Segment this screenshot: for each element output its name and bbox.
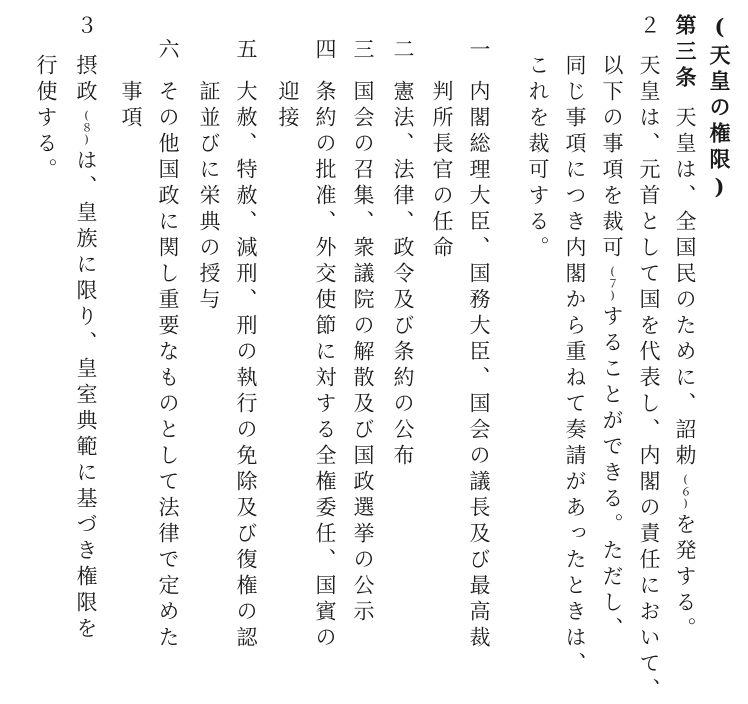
- paragraph-2-line-1-a: 天皇は、: [637, 54, 661, 158]
- item-5-line-1: 大赦、特赦、減刑、刑の執行の免除及び復権の認: [234, 80, 258, 652]
- paragraph-2-line-2: [601, 54, 622, 643]
- article-paragraph-1: [674, 14, 696, 643]
- item-2-line-1: 憲法、法律、政令及び条約の公布: [391, 80, 415, 470]
- article-heading: (天皇の権限): [707, 14, 732, 204]
- item-1-line-1: 内閣総理大臣、国務大臣、国会の議長及び最高裁: [467, 80, 491, 652]
- paragraph-3-number: ３: [74, 14, 98, 40]
- item-3-number: 三: [351, 38, 375, 64]
- item-6-line-2: 事項: [119, 80, 143, 132]
- item-4-line-2: 迎接: [276, 80, 300, 132]
- footnote-ref-7[interactable]: (７): [606, 265, 619, 302]
- article-label: 第三条: [673, 14, 698, 92]
- paragraph-2-line-1: [638, 54, 659, 704]
- item-6-number: 六: [156, 38, 180, 64]
- item-5-line-2: 証並びに栄典の授与: [197, 80, 221, 314]
- item-1-number: 一: [467, 38, 491, 64]
- item-1-line-2: 判所長官の任命: [430, 80, 454, 262]
- head-of-state-word: 元首: [637, 158, 661, 210]
- paragraph-2-line-4: これを裁可する。: [526, 54, 550, 262]
- paragraph-3-line-1: [75, 54, 96, 643]
- paragraph-2-line-3: 同じ事項につき内閣から重ねて奏請があったときは、: [563, 54, 587, 678]
- paragraph-2-line-2-a: 以下の事項を裁可: [600, 54, 624, 262]
- item-3-line-1: 国会の召集、衆議院の解散及び国政選挙の公示: [351, 80, 375, 626]
- item-4-line-1: 条約の批准、外交使節に対する全権委任、国賓の: [313, 80, 337, 652]
- paragraph-2-line-1-b: として国を代表し、内閣の責任において、: [637, 210, 661, 704]
- item-4-number: 四: [313, 38, 337, 64]
- paragraph-1-text-b: を発する。: [673, 513, 697, 643]
- paragraph-3-line-2: 行使する。: [34, 54, 58, 184]
- footnote-ref-8[interactable]: (８): [80, 109, 93, 146]
- paragraph-3-text-a: 摂政: [74, 54, 98, 106]
- paragraph-1-text-a: 天皇は、全国民のために、詔勅: [673, 106, 697, 470]
- item-2-number: 二: [391, 38, 415, 64]
- item-6-line-1: その他国政に関し重要なものとして法律で定めた: [156, 80, 180, 652]
- footnote-ref-6[interactable]: (６): [679, 473, 692, 510]
- item-5-number: 五: [234, 38, 258, 64]
- paragraph-3-text-b: は、皇族に限り、皇室典範に基づき権限を: [74, 149, 98, 643]
- paragraph-2-line-2-b: することができる。ただし、: [600, 305, 624, 643]
- paragraph-2-number: ２: [637, 14, 661, 40]
